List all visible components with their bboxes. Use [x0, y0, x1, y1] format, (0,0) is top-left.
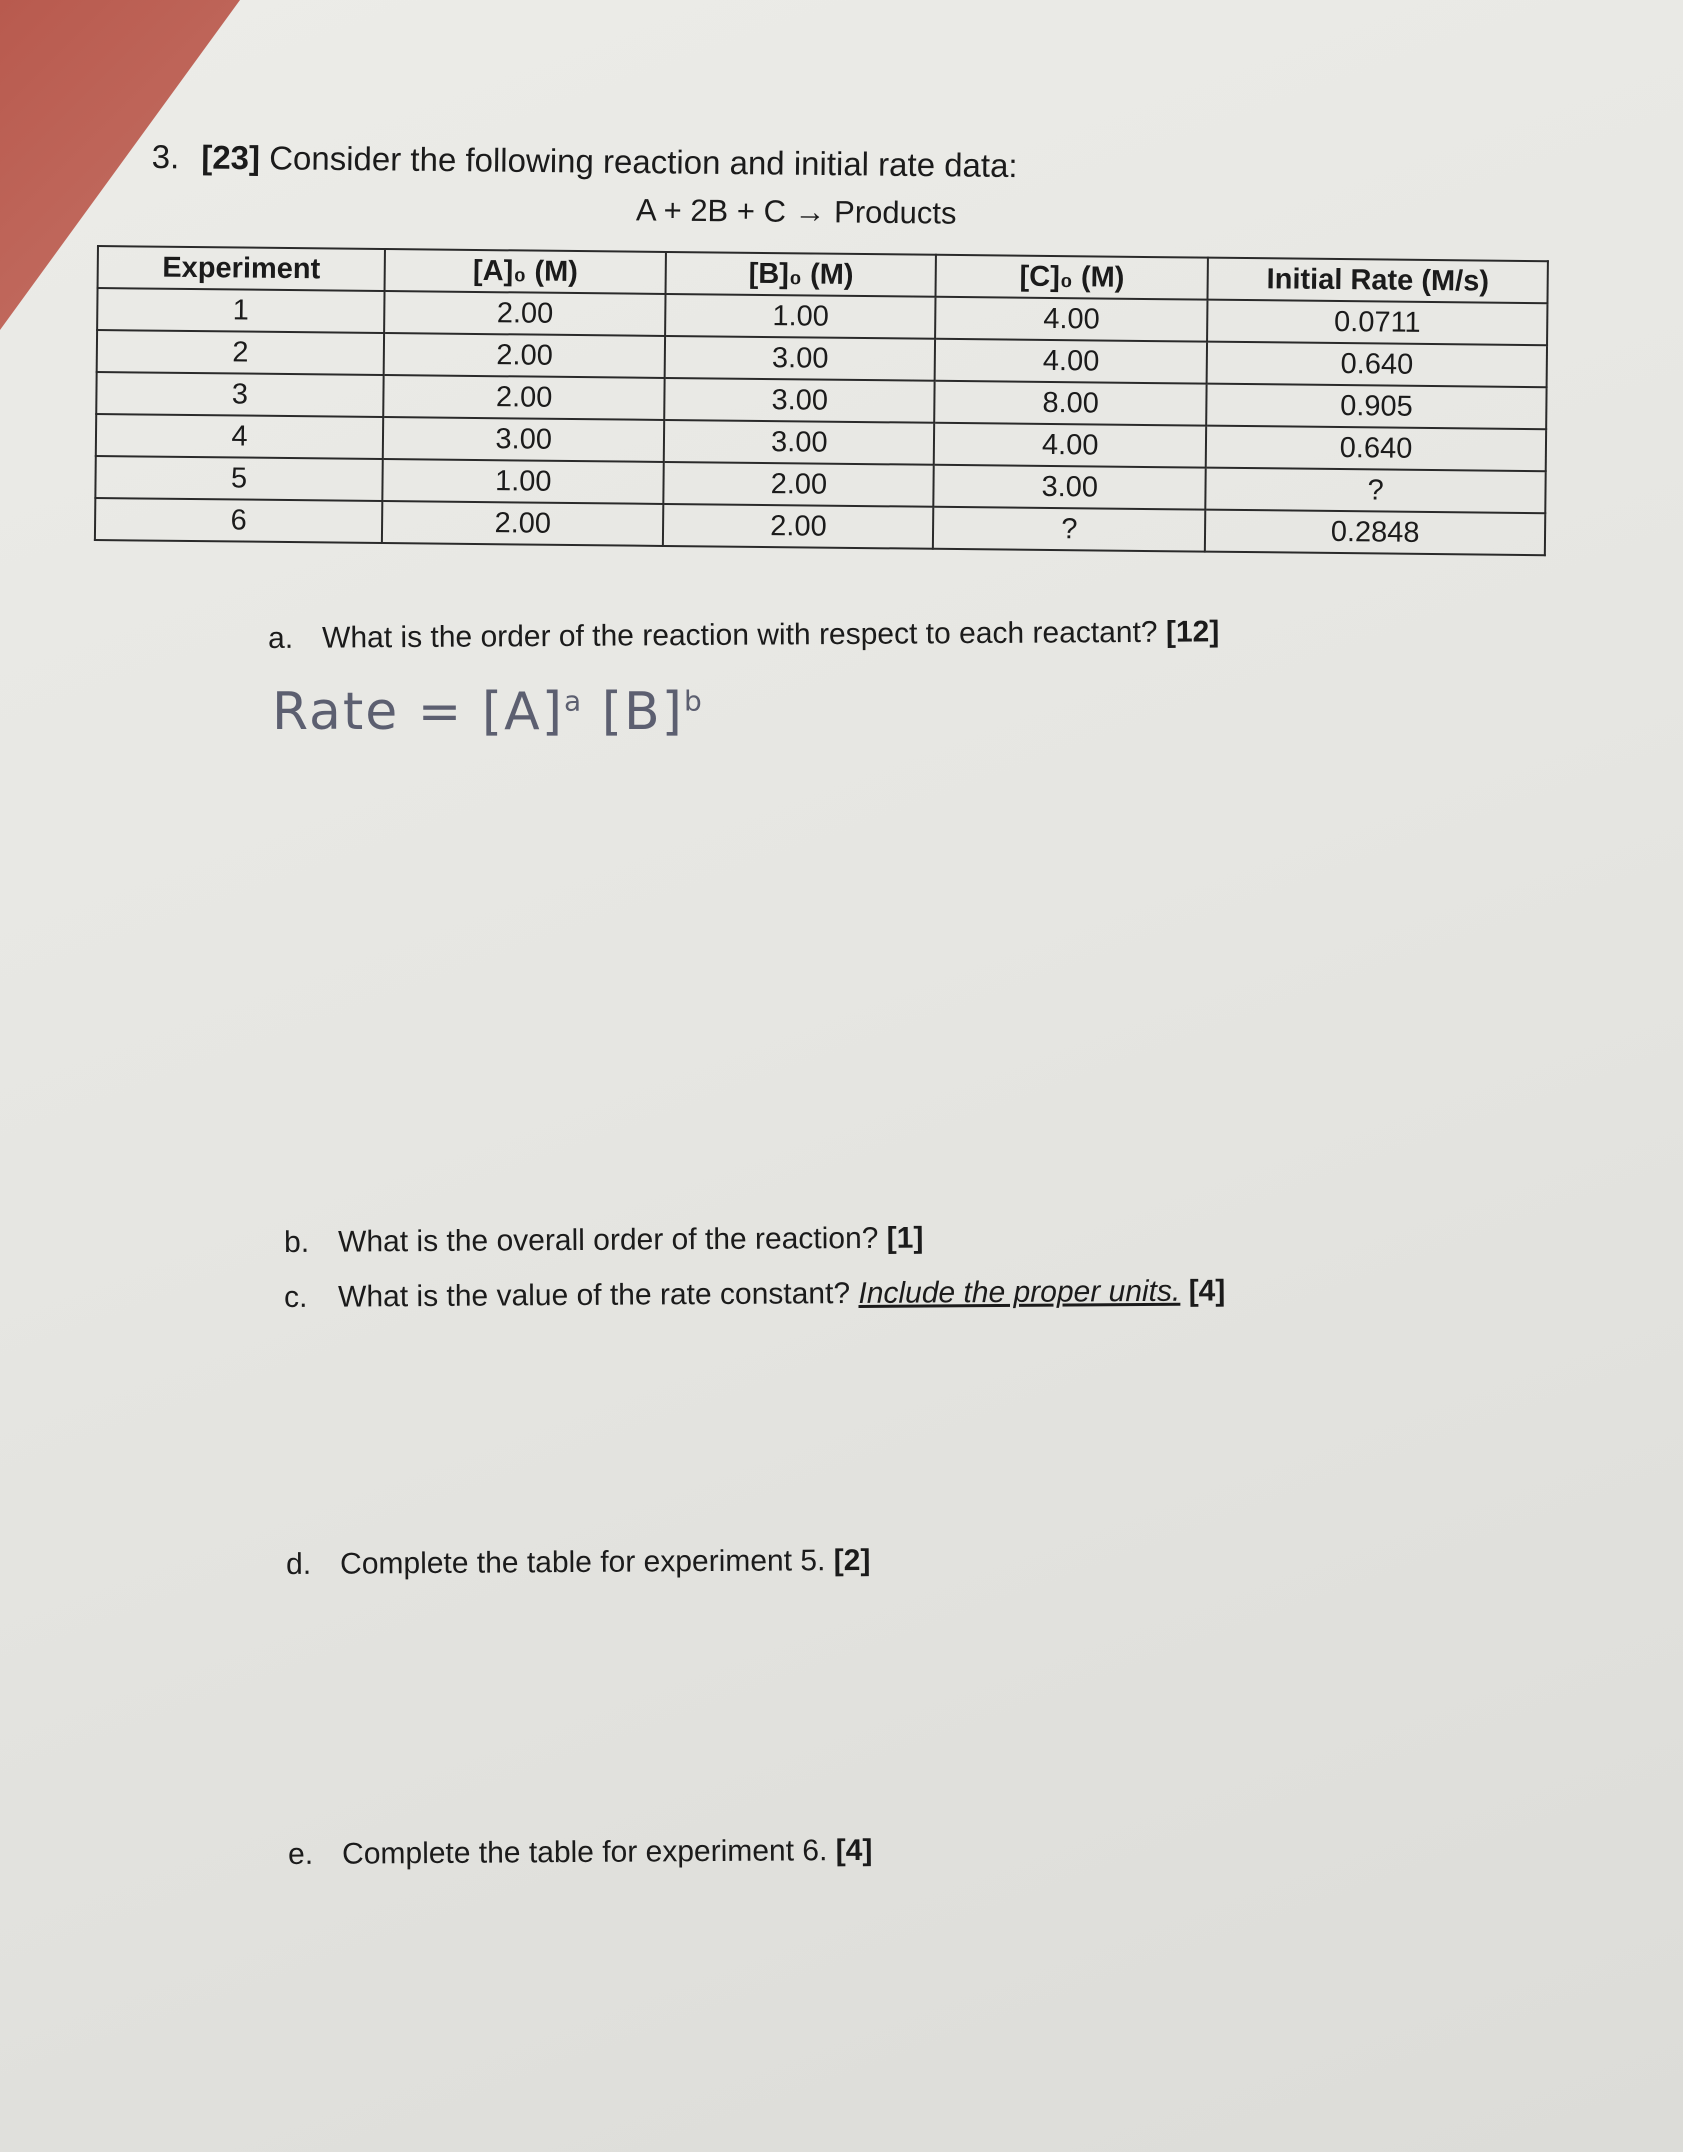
handwritten-mid: [B] — [583, 682, 684, 742]
cell-b-conc: 2.00 — [664, 462, 934, 507]
cell-b-conc: 2.00 — [663, 504, 933, 549]
cell-a-conc: 3.00 — [383, 417, 665, 462]
handwritten-lhs: Rate = [A] — [272, 682, 565, 742]
cell-b-conc: 3.00 — [665, 336, 935, 381]
cell-a-conc: 2.00 — [384, 291, 666, 336]
handwritten-exponent-a: a — [564, 684, 584, 718]
part-e-text: Complete the table for experiment 6. — [341, 1834, 828, 1871]
rate-data-table — [94, 245, 1549, 556]
cell-experiment: 6 — [95, 498, 382, 543]
question-number: 3. — [151, 138, 180, 176]
part-b — [284, 1222, 924, 1260]
part-a-text: What is the order of the reaction with respect to each reactant? — [321, 615, 1158, 655]
cell-experiment: 5 — [95, 456, 382, 501]
cell-initial-rate: 0.640 — [1206, 426, 1546, 472]
part-d-text: Complete the table for experiment 5. — [339, 1544, 826, 1581]
part-c-points: [4] — [1188, 1274, 1226, 1308]
cell-experiment: 1 — [97, 288, 384, 333]
handwritten-exponent-b: b — [683, 684, 704, 718]
part-e-points: [4] — [835, 1833, 873, 1868]
header-a-conc: [A]₀ (M) — [385, 249, 667, 294]
cell-a-conc: 1.00 — [382, 459, 664, 504]
cell-experiment: 4 — [96, 414, 383, 459]
cell-c-conc: 8.00 — [935, 381, 1207, 426]
part-a-letter: a. — [268, 621, 294, 655]
part-d-letter: d. — [286, 1547, 312, 1581]
cell-c-conc: ? — [933, 507, 1205, 552]
cell-c-conc: 4.00 — [935, 339, 1207, 384]
part-d — [286, 1544, 871, 1582]
part-e-letter: e. — [288, 1837, 314, 1871]
cell-a-conc: 2.00 — [384, 333, 666, 378]
handwritten-rate-law — [272, 682, 704, 742]
cell-experiment: 2 — [97, 330, 384, 375]
part-a — [268, 615, 1219, 656]
cell-c-conc: 4.00 — [934, 423, 1206, 468]
part-e — [288, 1834, 873, 1872]
header-initial-rate: Initial Rate (M/s) — [1208, 258, 1548, 304]
header-experiment: Experiment — [98, 246, 385, 291]
cell-c-conc: 3.00 — [934, 465, 1206, 510]
part-b-points: [1] — [886, 1221, 924, 1255]
cell-initial-rate: ? — [1206, 468, 1546, 514]
part-d-points: [2] — [833, 1543, 871, 1578]
part-c-emphasis: Include the proper units. — [858, 1274, 1181, 1310]
header-b-conc: [B]₀ (M) — [666, 252, 936, 297]
cell-b-conc: 3.00 — [665, 378, 935, 423]
reaction-equation: A + 2B + C → Products — [635, 192, 957, 231]
cell-initial-rate: 0.0711 — [1207, 300, 1547, 346]
part-b-letter: b. — [284, 1225, 310, 1259]
cell-a-conc: 2.00 — [383, 375, 665, 420]
part-c — [284, 1274, 1225, 1315]
cell-initial-rate: 0.640 — [1207, 342, 1547, 388]
cell-c-conc: 4.00 — [935, 297, 1207, 342]
part-a-points: [12] — [1165, 615, 1220, 649]
cell-initial-rate: 0.905 — [1206, 384, 1546, 430]
cell-initial-rate: 0.2848 — [1205, 510, 1545, 556]
cell-experiment: 3 — [96, 372, 383, 417]
question-points: [23] — [201, 138, 261, 177]
part-c-letter: c. — [284, 1280, 308, 1314]
part-b-text: What is the overall order of the reaction? — [337, 1221, 879, 1259]
cell-a-conc: 2.00 — [382, 501, 664, 546]
part-c-text: What is the value of the rate constant? — [337, 1277, 851, 1314]
cell-b-conc: 3.00 — [664, 420, 934, 465]
question-header — [152, 138, 1018, 185]
header-c-conc: [C]₀ (M) — [936, 255, 1208, 300]
cell-b-conc: 1.00 — [665, 294, 935, 339]
question-prompt: Consider the following reaction and initial rate data: — [268, 139, 1018, 185]
